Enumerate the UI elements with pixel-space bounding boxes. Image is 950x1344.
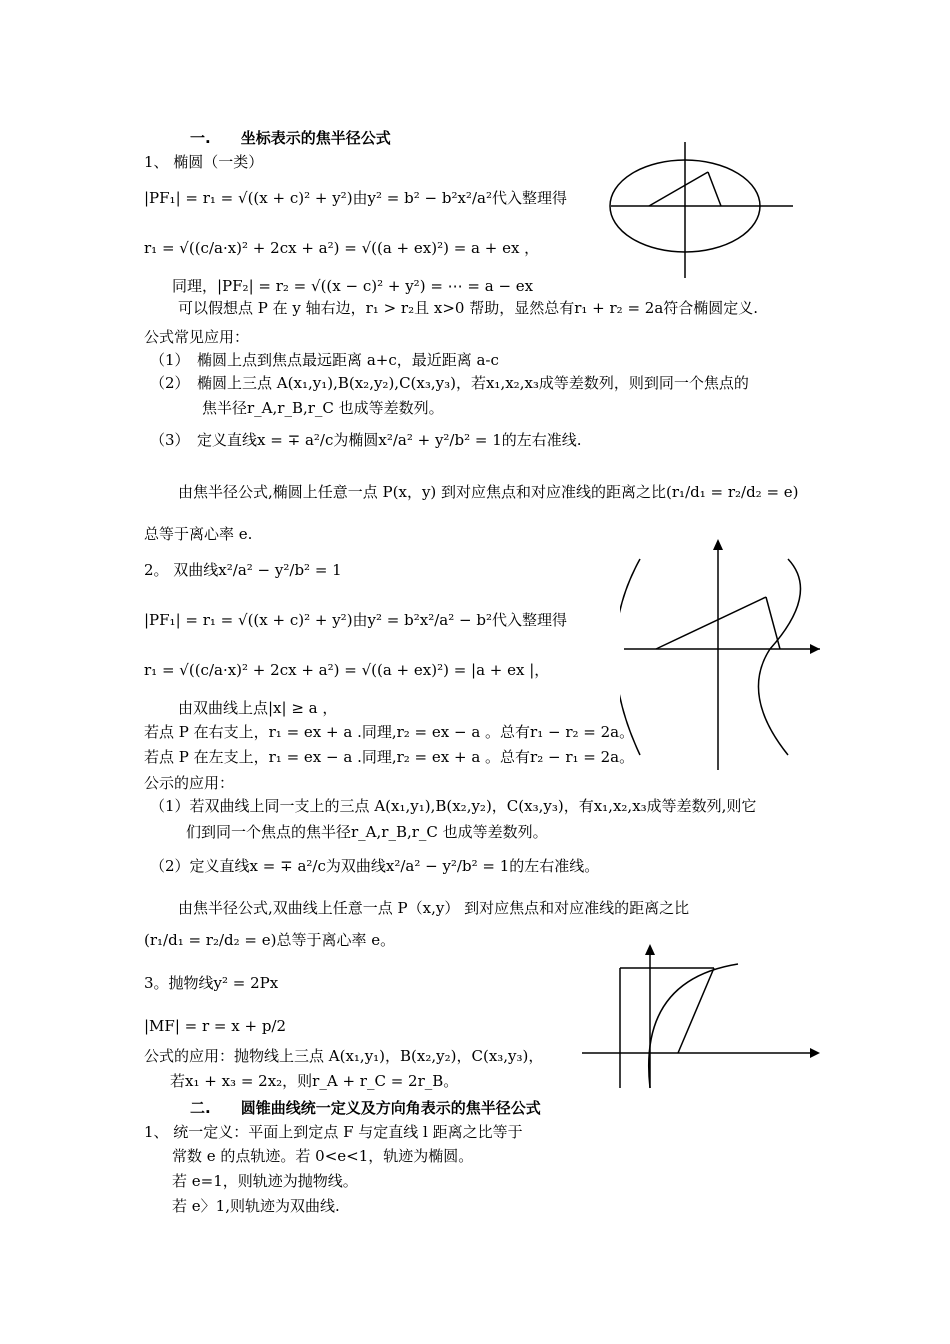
ellipse-title: 1、 椭圆（一类）	[144, 153, 264, 171]
x-axis-arrow-icon	[810, 1048, 820, 1058]
parabola-formula: |MF| = r = x + p/2	[144, 1017, 287, 1035]
parabola-app-2: 若x₁ + x₃ = 2x₂，则r_A + r_C = 2r_B。	[170, 1072, 459, 1090]
hyperbola-formula-3: 由双曲线上点|x| ≥ a ，	[178, 699, 338, 717]
app-item-2a: （2） 椭圆上三点 A(x₁,y₁),B(x₂,y₂),C(x₃,y₃)，若x₁,x₂,x₃成等差数列，则到同一个焦点的	[150, 374, 749, 392]
x-axis-arrow-icon	[810, 644, 820, 654]
ellipse-formula-3: 同理，|PF₂| = r₂ = √((x − c)² + y²) = ⋯ = a − ex	[172, 277, 534, 295]
hyp-app-1b: 们到同一个焦点的焦半径r_A,r_B,r_C 也成等差数列。	[186, 823, 548, 841]
ellipse-formula-1: |PF₁| = r₁ = √((x + c)² + y²)由y² = b² − b²x²/a²代入整理得	[144, 189, 567, 207]
parabola-focal-radius	[678, 968, 714, 1053]
app-title-2: 公示的应用：	[144, 774, 235, 792]
ellipse-figure	[605, 140, 795, 280]
hyperbola-formula-2: r₁ = √((c/a·x)² + 2cx + a²) = √((a + ex)²) = |a + ex |，	[144, 661, 550, 679]
unified-def-4: 若 e〉1,则轨迹为双曲线.	[172, 1197, 340, 1215]
ratio-line-2: 总等于离心率 e.	[144, 525, 253, 543]
unified-def-1: 1、 统一定义：平面上到定点 F 与定直线 l 距离之比等于	[144, 1123, 523, 1141]
hyp-app-2: （2）定义直线x = ∓ a²/c为双曲线x²/a² − y²/b² = 1的左右准线。	[150, 857, 600, 875]
y-axis-arrow-icon	[645, 944, 655, 955]
hyperbola-formula-4: 若点 P 在右支上，r₁ = ex + a .同理,r₂ = ex − a 。总有r₁ − r₂ = 2a。	[144, 723, 635, 741]
app-item-2b: 焦半径r_A,r_B,r_C 也成等差数列。	[202, 399, 444, 417]
parabola-figure	[578, 940, 823, 1090]
ratio-line: 由焦半径公式,椭圆上任意一点 P(x，y) 到对应焦点和对应准线的距离之比(r₁/d₁ = r₂/d₂ = e)	[178, 483, 799, 501]
hyp-app-1a: （1）若双曲线上同一支上的三点 A(x₁,y₁),B(x₂,y₂)，C(x₃,y₃)，有x₁,x₂,x₃成等差数列,则它	[150, 797, 757, 815]
hyperbola-right-branch	[758, 559, 800, 755]
y-axis-arrow-icon	[713, 539, 723, 550]
hyp-ratio-line: 由焦半径公式,双曲线上任意一点 P（x,y） 到对应焦点和对应准线的距离之比	[178, 899, 690, 917]
ellipse-formula-2: r₁ = √((c/a·x)² + 2cx + a²) = √((a + ex)²) = a + ex ，	[144, 239, 540, 257]
app-item-1: （1） 椭圆上点到焦点最远距离 a+c，最近距离 a-c	[150, 351, 499, 369]
parabola-title: 3。抛物线y² = 2Px	[144, 974, 279, 992]
section-heading-2: 二. 圆锥曲线统一定义及方向角表示的焦半径公式	[190, 1099, 541, 1117]
hyp-focal-radius-1	[656, 597, 766, 649]
focal-radius-1	[649, 172, 708, 206]
hyperbola-title: 2。 双曲线x²/a² − y²/b² = 1	[144, 561, 342, 579]
hyperbola-formula-1: |PF₁| = r₁ = √((x + c)² + y²)由y² = b²x²/a² − b²代入整理得	[144, 611, 567, 629]
hyperbola-formula-5: 若点 P 在左支上，r₁ = ex − a .同理,r₂ = ex + a 。总有r₂ − r₁ = 2a。	[144, 748, 635, 766]
section-heading-1: 一. 坐标表示的焦半径公式	[190, 129, 391, 147]
focal-radius-2	[708, 172, 721, 206]
hyperbola-figure	[620, 535, 825, 775]
parabola-app-1: 公式的应用：抛物线上三点 A(x₁,y₁)，B(x₂,y₂)，C(x₃,y₃)，	[144, 1047, 544, 1065]
hyperbola-left-branch	[620, 559, 640, 755]
app-item-3: （3） 定义直线x = ∓ a²/c为椭圆x²/a² + y²/b² = 1的左右准线.	[150, 431, 582, 449]
hyp-focal-radius-2	[766, 597, 780, 649]
ellipse-formula-4: 可以假想点 P 在 y 轴右边，r₁ > r₂且 x>0 帮助，显然总有r₁ + r₂ = 2a符合椭圆定义.	[178, 299, 759, 317]
hyp-ratio-line-2: (r₁/d₁ = r₂/d₂ = e)总等于离心率 e。	[144, 931, 396, 949]
parabola-curve	[649, 964, 738, 1088]
app-title-1: 公式常见应用：	[144, 328, 250, 346]
unified-def-2: 常数 e 的点轨迹。若 0<e<1，轨迹为椭圆。	[172, 1147, 474, 1165]
unified-def-3: 若 e=1，则轨迹为抛物线。	[172, 1172, 358, 1190]
